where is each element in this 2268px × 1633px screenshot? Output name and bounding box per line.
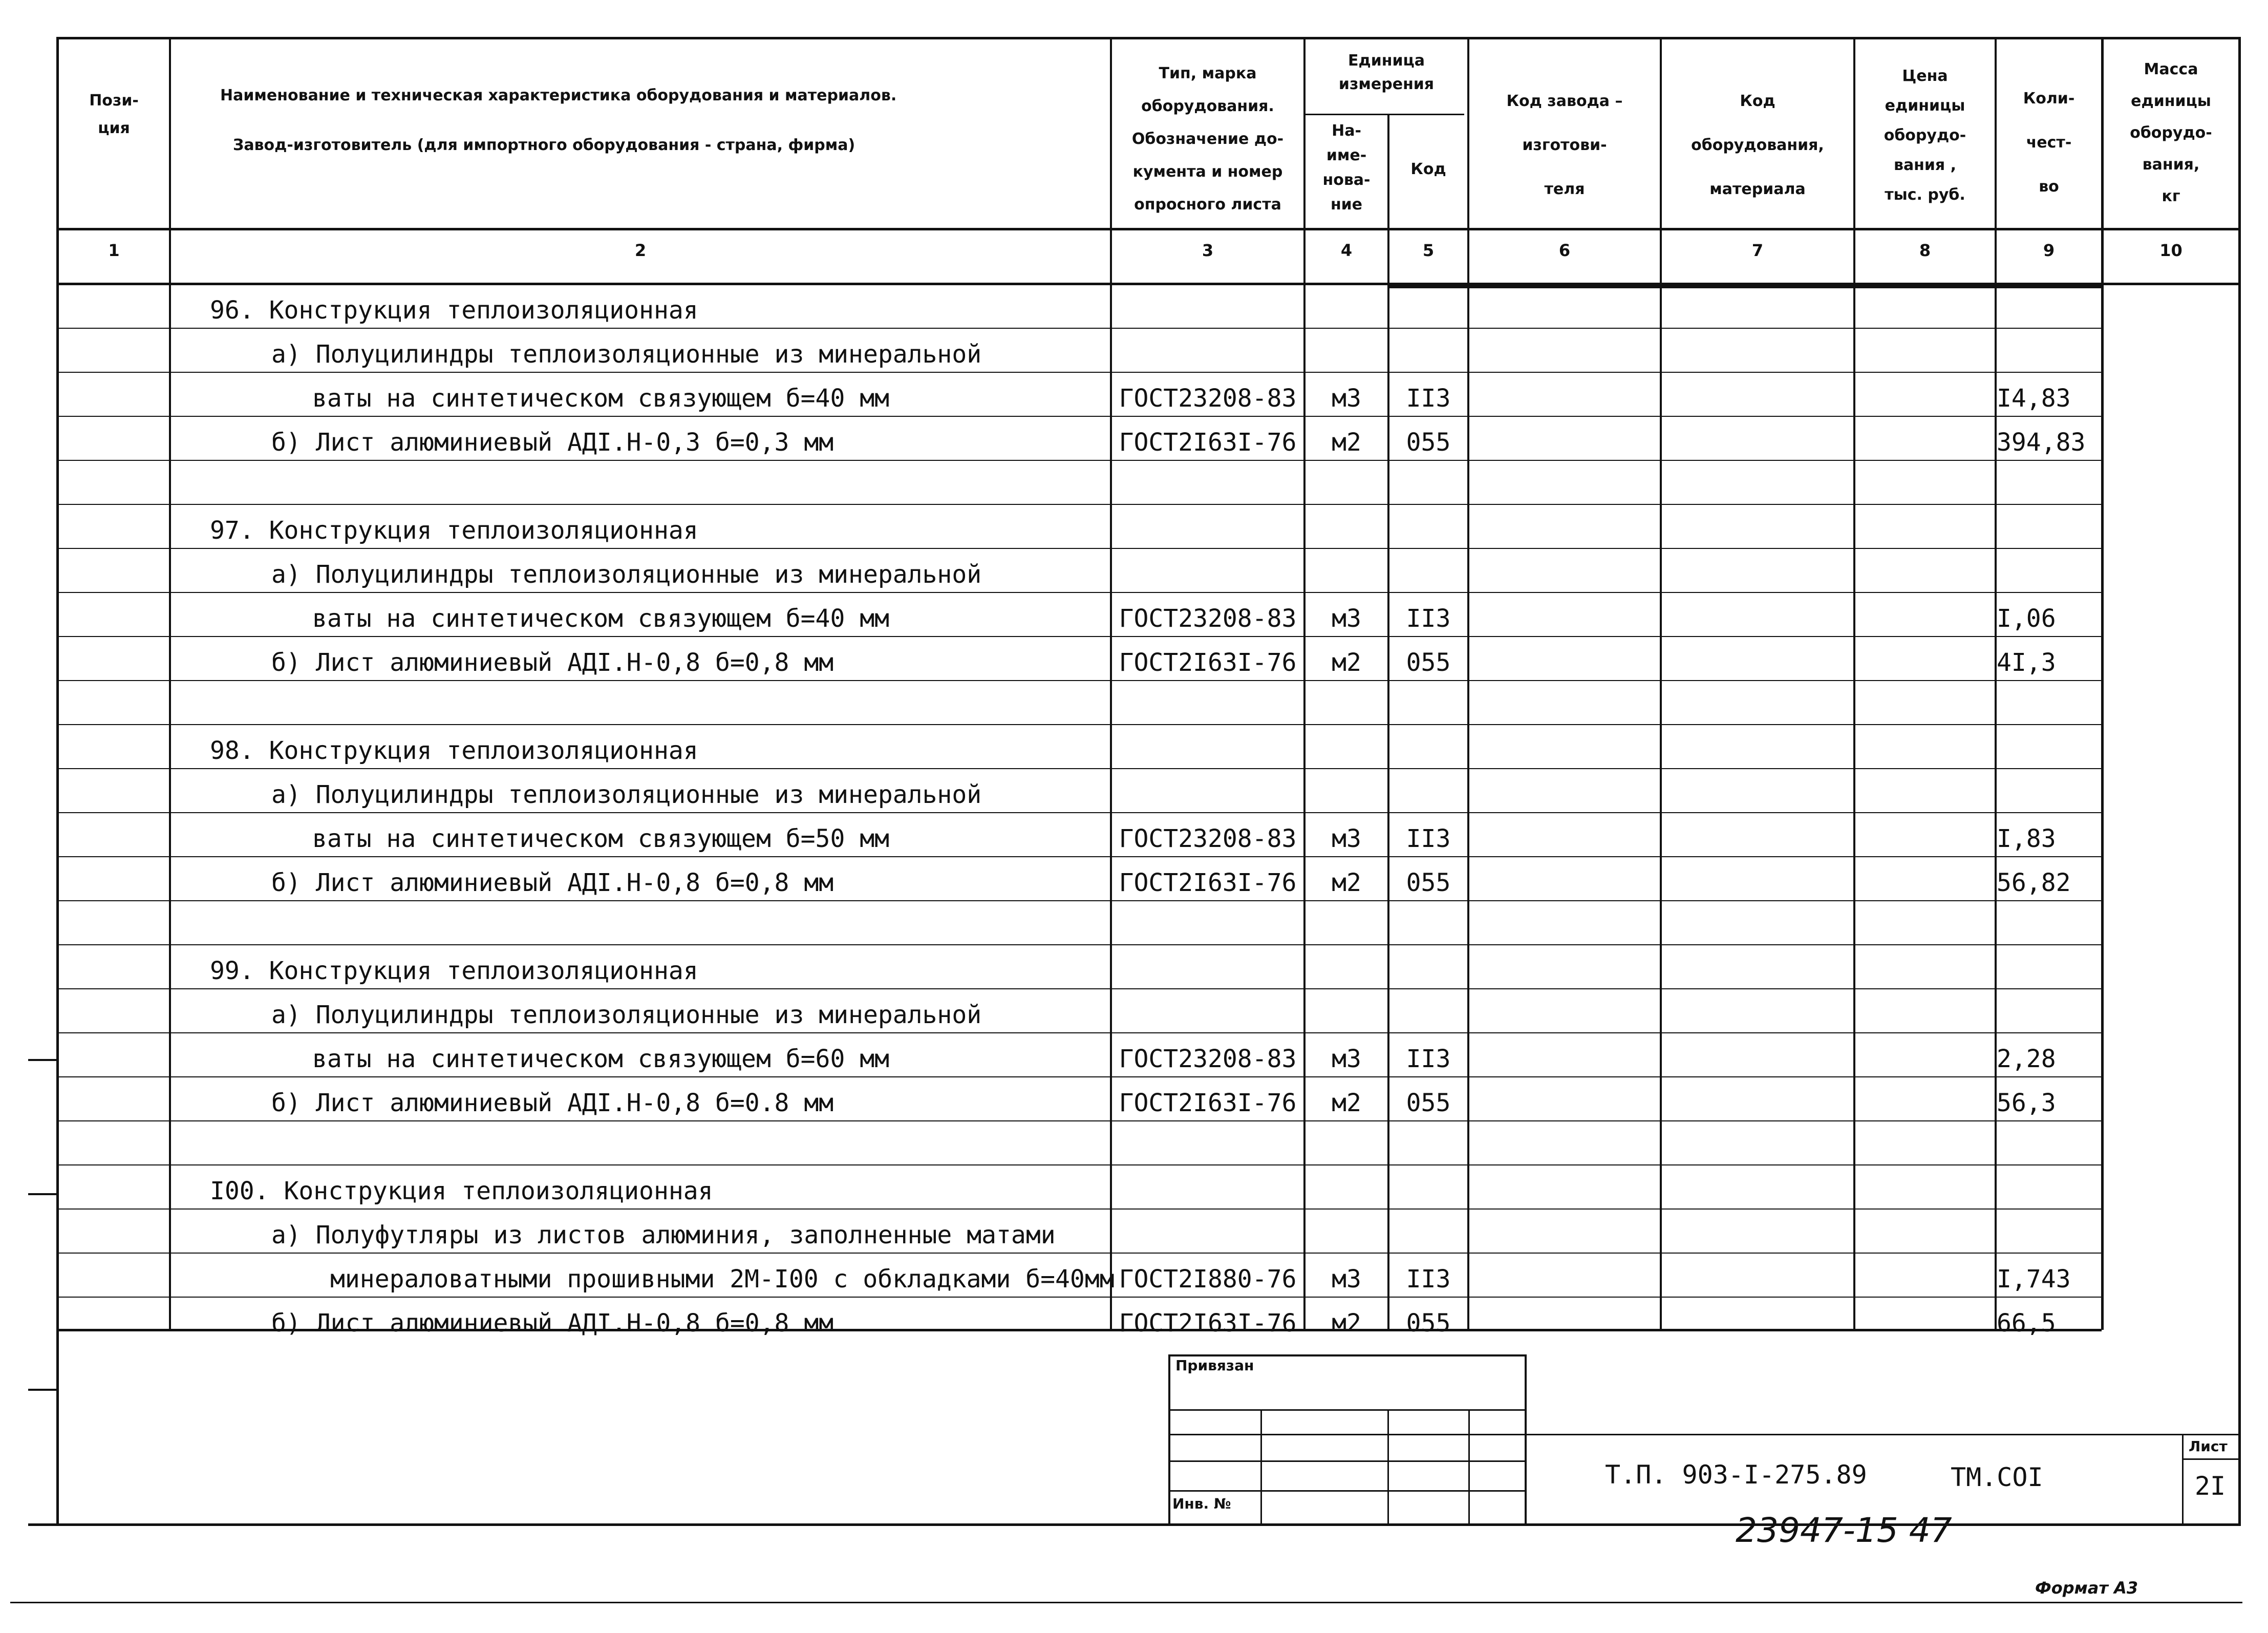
header-mass: Масса единицы оборудо- вания, кг — [2130, 60, 2212, 205]
bottom-rule — [10, 1602, 2242, 1603]
item-unit-code: 055 — [1406, 428, 1451, 457]
item-name: ваты на синтетическом связующем б=40 мм — [312, 604, 890, 633]
item-unit: м3 — [1332, 384, 1361, 413]
item-unit: м3 — [1332, 1265, 1361, 1293]
doc-mark: ТМ.СОI — [1951, 1462, 2043, 1492]
item-doc: ГОСТ23208-83 — [1119, 604, 1297, 633]
item-unit-code: II3 — [1406, 604, 1451, 633]
item-name: а) Полуцилиндры теплоизоляционные из минеральной — [271, 1001, 982, 1029]
header-doc: Тип, марка оборудования. Обозначение до- кумента и номер опросного листа — [1131, 65, 1284, 214]
item-qty: 2,28 — [1997, 1045, 2056, 1073]
item-name: ваты на синтетическом связующем б=50 мм — [312, 824, 890, 853]
item-name: 96. Конструкция теплоизоляционная — [210, 296, 698, 325]
header-price: Цена единицы оборудо- вания , тыс. руб. — [1884, 67, 1966, 204]
header-qty: Коли- чест- во — [2023, 90, 2075, 196]
item-name: а) Полуцилиндры теплоизоляционные из минеральной — [271, 560, 982, 589]
format-label: Формат А3 — [2035, 1578, 2138, 1598]
header-unit-code: Код — [1410, 160, 1446, 178]
item-unit-code: 055 — [1406, 868, 1451, 897]
item-name: б) Лист алюминиевый АДI.Н-0,8 б=0,8 мм — [271, 648, 834, 677]
item-name: а) Полуфутляры из листов алюминия, заполненные матами — [271, 1221, 1056, 1249]
header-maker-code: Код завода – изготови- теля — [1506, 92, 1623, 198]
item-unit-code: II3 — [1406, 1045, 1451, 1073]
item-qty: I,83 — [1997, 824, 2056, 853]
handwritten-inventory-number: 23947-15 47 — [1736, 1511, 1952, 1550]
item-name: 97. Конструкция теплоизоляционная — [210, 516, 698, 545]
col-num-4: 4 — [1340, 241, 1353, 260]
item-qty: 56,82 — [1997, 868, 2071, 897]
item-name: 98. Конструкция теплоизоляционная — [210, 736, 698, 765]
item-unit: м2 — [1332, 1309, 1361, 1338]
item-name: I00. Конструкция теплоизоляционная — [210, 1177, 713, 1205]
item-doc: ГОСТ2I63I-76 — [1119, 1309, 1297, 1338]
col-num-3: 3 — [1202, 241, 1214, 260]
doc-code: Т.П. 903-I-275.89 — [1605, 1460, 1867, 1490]
header-unit-group: Единица измерения — [1338, 52, 1435, 93]
item-unit-code: 055 — [1406, 648, 1451, 677]
privyazan-label: Привязан — [1175, 1357, 1254, 1374]
item-name: ваты на синтетическом связующем б=40 мм — [312, 384, 890, 413]
item-doc: ГОСТ23208-83 — [1119, 1045, 1297, 1073]
item-unit: м3 — [1332, 824, 1361, 853]
col-num-1: 1 — [108, 241, 120, 260]
item-unit: м2 — [1332, 868, 1361, 897]
header-position: Пози- ция — [89, 92, 139, 137]
item-doc: ГОСТ2I880-76 — [1119, 1265, 1297, 1293]
item-doc: ГОСТ2I63I-76 — [1119, 868, 1297, 897]
item-unit: м2 — [1332, 428, 1361, 457]
item-unit: м3 — [1332, 604, 1361, 633]
sheet-number: 2I — [2194, 1471, 2226, 1501]
item-name: 99. Конструкция теплоизоляционная — [210, 957, 698, 985]
item-unit: м2 — [1332, 648, 1361, 677]
item-doc: ГОСТ2I63I-76 — [1119, 428, 1297, 457]
col-num-9: 9 — [2043, 241, 2055, 260]
item-doc: ГОСТ23208-83 — [1119, 384, 1297, 413]
col-num-7: 7 — [1751, 241, 1764, 260]
item-doc: ГОСТ23208-83 — [1119, 824, 1297, 853]
header-name-line1: Наименование и техническая характеристика оборудования и материалов. — [220, 87, 897, 104]
item-name: а) Полуцилиндры теплоизоляционные из минеральной — [271, 780, 982, 809]
item-name: б) Лист алюминиевый АДI.Н-0,3 б=0,3 мм — [271, 428, 834, 457]
item-unit-code: II3 — [1406, 824, 1451, 853]
col-num-10: 10 — [2159, 241, 2183, 260]
col-num-8: 8 — [1919, 241, 1931, 260]
item-unit-code: 055 — [1406, 1089, 1451, 1117]
item-unit-code: II3 — [1406, 1265, 1451, 1293]
col-num-5: 5 — [1422, 241, 1435, 260]
col-num-6: 6 — [1558, 241, 1571, 260]
item-name: б) Лист алюминиевый АДI.Н-0,8 б=0,8 мм — [271, 868, 834, 897]
item-qty: 394,83 — [1997, 428, 2086, 457]
item-name: б) Лист алюминиевый АДI.Н-0,8 б=0,8 мм — [271, 1309, 834, 1338]
item-qty: I4,83 — [1997, 384, 2071, 413]
item-unit-code: II3 — [1406, 384, 1451, 413]
item-unit-code: 055 — [1406, 1309, 1451, 1338]
inv-no-label: Инв. № — [1172, 1495, 1231, 1512]
item-qty: 56,3 — [1997, 1089, 2056, 1117]
item-name: минераловатными прошивными 2М-I00 с обкладками б=40мм — [330, 1265, 1115, 1293]
item-qty: I,06 — [1997, 604, 2056, 633]
item-doc: ГОСТ2I63I-76 — [1119, 1089, 1297, 1117]
item-name: а) Полуцилиндры теплоизоляционные из минеральной — [271, 340, 982, 369]
item-name: б) Лист алюминиевый АДI.Н-0,8 б=0.8 мм — [271, 1089, 834, 1117]
col-num-2: 2 — [634, 241, 647, 260]
item-unit: м2 — [1332, 1089, 1361, 1117]
header-equip-code: Код оборудования, материала — [1691, 92, 1824, 198]
item-name: ваты на синтетическом связующем б=60 мм — [312, 1045, 890, 1073]
item-qty: 4I,3 — [1997, 648, 2056, 677]
sheet-label: Лист — [2189, 1438, 2228, 1455]
item-qty: I,743 — [1997, 1265, 2071, 1293]
header-unit-name: На- име- нова- ние — [1322, 122, 1371, 214]
item-unit: м3 — [1332, 1045, 1361, 1073]
item-qty: 66,5 — [1997, 1309, 2056, 1338]
item-doc: ГОСТ2I63I-76 — [1119, 648, 1297, 677]
header-name-line2: Завод-изготовитель (для импортного оборудования - страна, фирма) — [233, 136, 855, 154]
